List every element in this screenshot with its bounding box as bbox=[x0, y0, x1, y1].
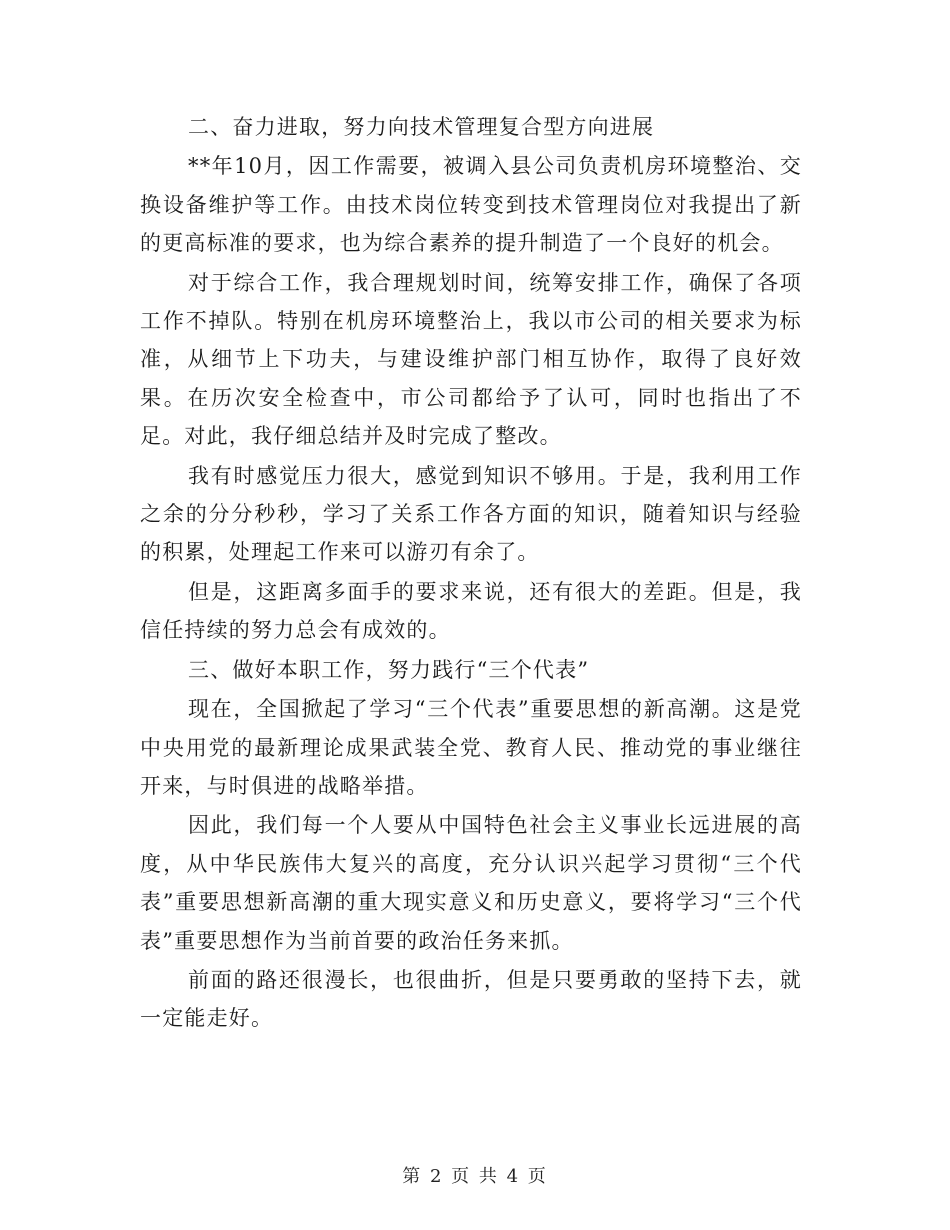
document-body bbox=[140, 108, 802, 1039]
paragraph: 现在，全国掀起了学习“三个代表”重要思想的新高潮。这是党中央用党的最新理论成果武装全党、教育人民、推动党的事业继往开来，与时俱进的战略举措。 bbox=[140, 697, 802, 798]
paragraph: 因此，我们每一个人要从中国特色社会主义事业长远进展的高度，从中华民族伟大复兴的高度，充分认识兴起学习贯彻“三个代表”重要思想新高潮的重大现实意义和历史意义，要将学习“三个代表”重要思想作为当前首要的政治任务来抓。 bbox=[140, 813, 802, 953]
paragraph: 但是，这距离多面手的要求来说，还有很大的差距。但是，我信任持续的努力总会有成效的。 bbox=[140, 579, 802, 643]
section-heading-2: 二、奋力进取，努力向技术管理复合型方向进展 bbox=[188, 115, 655, 139]
paragraph: **年10月，因工作需要，被调入县公司负责机房环境整治、交换设备维护等工作。由技术岗位转变到技术管理岗位对我提出了新的更高标准的要求，也为综合素养的提升制造了一个良好的机会。 bbox=[140, 154, 802, 256]
paragraph: 前面的路还很漫长，也很曲折，但是只要勇敢的坚持下去，就一定能走好。 bbox=[140, 967, 802, 1031]
paragraph: 对于综合工作，我合理规划时间，统筹安排工作，确保了各项工作不掉队。特别在机房环境整治上，我以市公司的相关要求为标准，从细节上下功夫，与建设维护部门相互协作，取得了良好效果。在历次安全检查中，市公司都给予了认可，同时也指出了不足。对此，我仔细总结并及时完成了整改。 bbox=[140, 270, 802, 449]
paragraph: 我有时感觉压力很大，感觉到知识不够用。于是，我利用工作之余的分分秒秒，学习了关系工作各方面的知识，随着知识与经验的积累，处理起工作来可以游刃有余了。 bbox=[140, 463, 802, 565]
section-heading-3: 三、做好本职工作，努力践行“三个代表” bbox=[188, 657, 590, 682]
page-number-footer: 第 2 页 共 4 页 bbox=[402, 1166, 548, 1187]
